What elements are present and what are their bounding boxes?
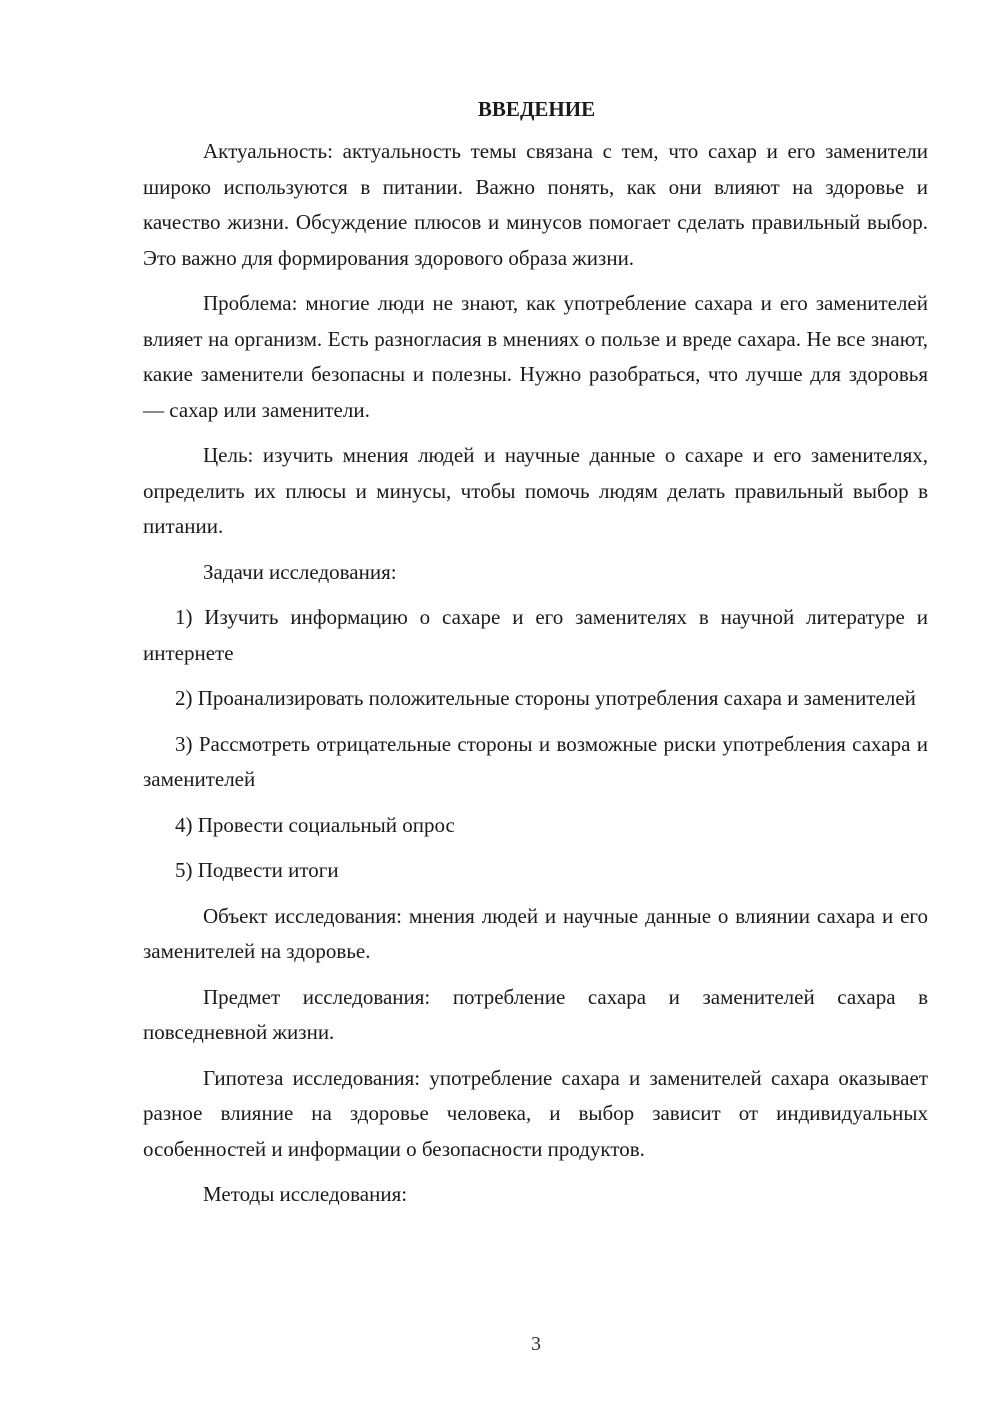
- paragraph-object: Объект исследования: мнения людей и научные данные о влиянии сахара и его заменителей на здоровье.: [143, 903, 928, 963]
- paragraph-goal: Цель: изучить мнения людей и научные данные о сахаре и его заменителях, определить их плюсы и минусы, чтобы помочь людям делать правильный выбор в питании.: [143, 443, 928, 538]
- document-page: [143, 92, 928, 1223]
- task-item-5: 5) Подвести итоги: [175, 858, 339, 882]
- task-item-4: 4) Провести социальный опрос: [175, 812, 455, 837]
- page-number: 3: [531, 1333, 541, 1355]
- tasks-heading: Задачи исследования:: [203, 559, 397, 584]
- paragraph-subject: Предмет исследования: потребление сахара и заменителей сахара в повседневной жизни.: [143, 984, 928, 1044]
- paragraph-problem: Проблема: многие люди не знают, как употребление сахара и его заменителей влияет на организм. Есть разногласия в мнениях о пользе и вреде сахара. Не все знают, какие заменители безопасны и полезны. Нужно разобраться, что лучше для здоровья — сахар или заменители.: [143, 291, 928, 422]
- task-item-2: 2) Проанализировать положительные стороны употребления сахара и заменителей: [175, 686, 916, 710]
- task-item-1: 1) Изучить информацию о сахаре и его заменителях в научной литературе и интернете: [143, 605, 928, 665]
- methods-heading: Методы исследования:: [203, 1182, 408, 1206]
- section-title: ВВЕДЕНИЕ: [477, 97, 596, 121]
- paragraph-relevance: Актуальность: актуальность темы связана с тем, что сахар и его заменители широко используются в питании. Важно понять, как они влияют на здоровье и качество жизни. Обсуждение плюсов и минусов помогает сделать правильный выбор. Это важно для формирования здорового образа жизни.: [143, 139, 928, 270]
- task-item-3: 3) Рассмотреть отрицательные стороны и возможные риски употребления сахара и заменителей: [143, 731, 928, 791]
- paragraph-hypothesis: Гипотеза исследования: употребление сахара и заменителей сахара оказывает разное влияние на здоровье человека, и выбор зависит от индивидуальных особенностей и информации о безопасности продуктов.: [143, 1065, 928, 1161]
